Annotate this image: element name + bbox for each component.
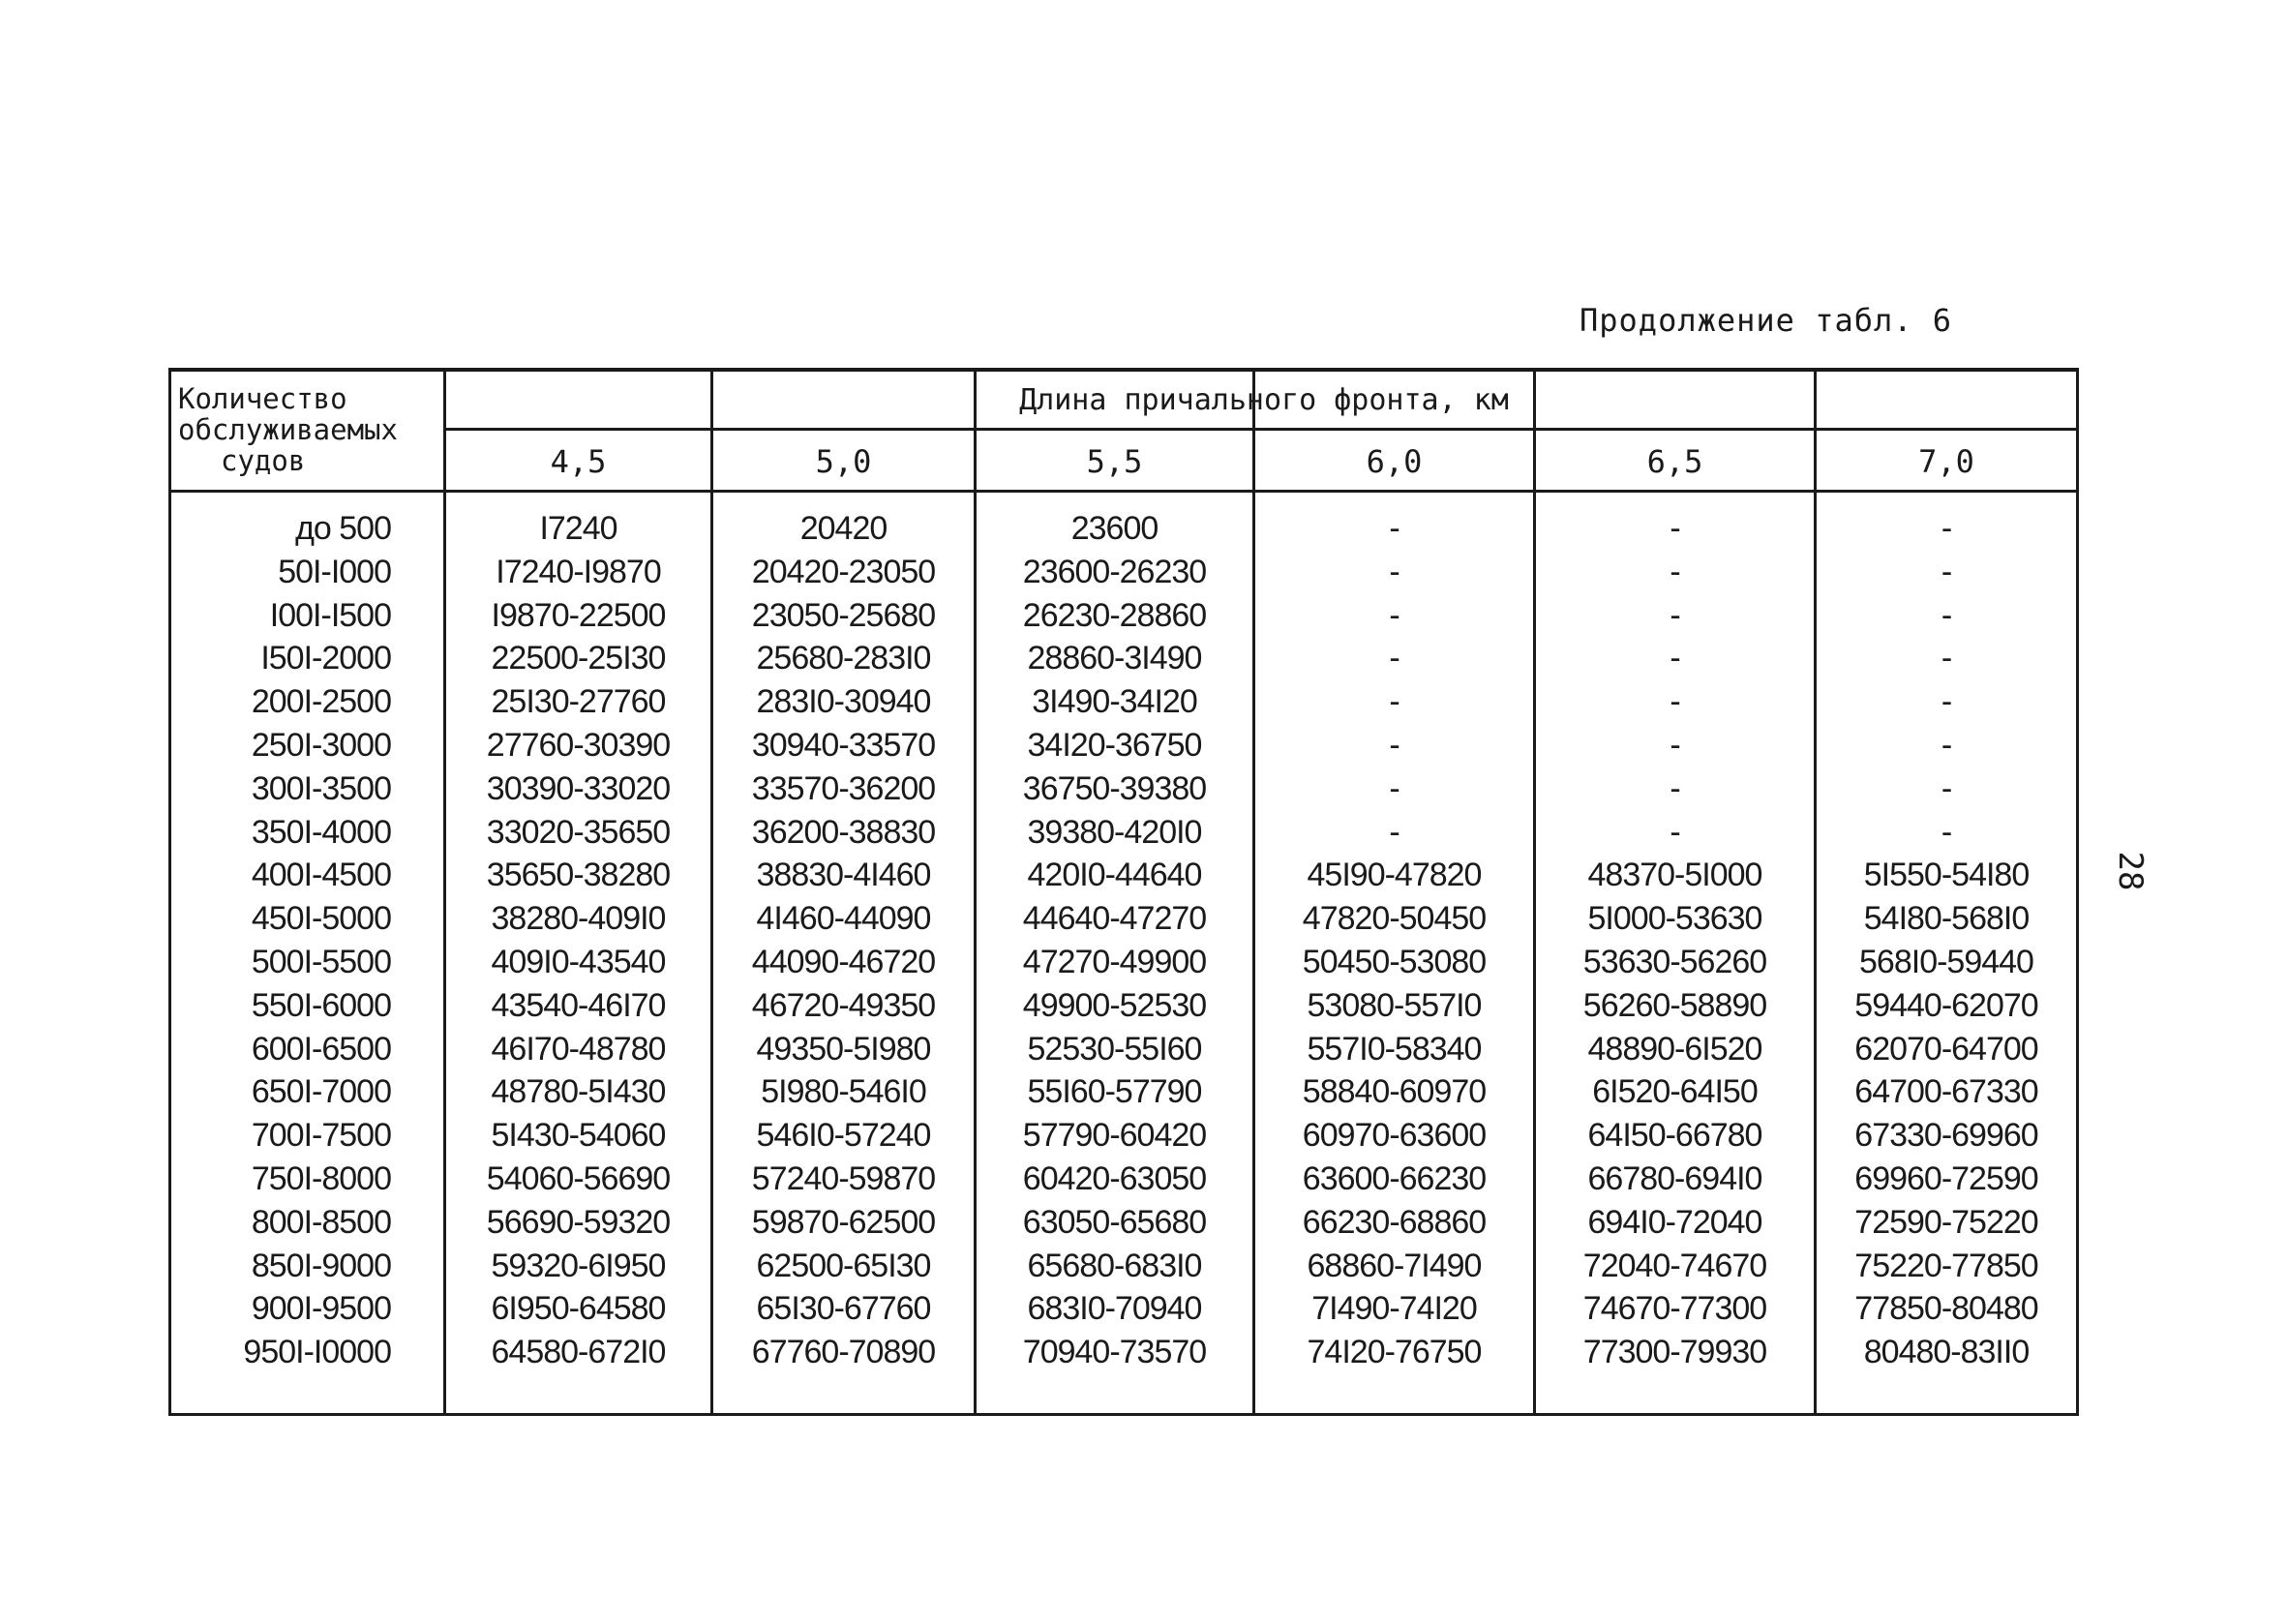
table-row	[168, 984, 2079, 1028]
row-label-cell: 650I-7000	[251, 1073, 391, 1111]
table-cell: 46I70-48780	[491, 1030, 666, 1068]
table-cell: 30940-33570	[751, 727, 936, 764]
table-cell: I9870-22500	[491, 596, 666, 634]
table-cell: 50450-53080	[1302, 944, 1487, 980]
table-row	[168, 1331, 2079, 1374]
table-cell: 6I520-64I50	[1592, 1073, 1758, 1111]
table-cell: -	[1941, 553, 1952, 590]
table-cell: 28860-3I490	[1027, 640, 1202, 677]
table-cell: 683I0-70940	[1027, 1290, 1202, 1328]
table-row	[168, 1070, 2079, 1114]
table-cell: 23600	[1070, 510, 1159, 547]
table-cell: 38280-409I0	[491, 900, 666, 938]
table-cell: -	[1941, 596, 1952, 634]
table-cell: 64700-67330	[1854, 1073, 2038, 1111]
row-label-cell: 400I-4500	[251, 857, 391, 894]
row-label-cell: 700I-7500	[251, 1117, 391, 1155]
row-label-cell: 550I-6000	[251, 986, 391, 1024]
table-row	[168, 680, 2079, 724]
table-row	[168, 854, 2079, 897]
table-row	[168, 1201, 2079, 1245]
table-row	[168, 941, 2079, 984]
table-cell: 80480-83II0	[1863, 1334, 2030, 1371]
table-cell: -	[1670, 640, 1680, 677]
table-cell: -	[1389, 553, 1399, 590]
table-cell: 35650-38280	[486, 857, 671, 894]
table-cell: 44640-47270	[1022, 900, 1207, 938]
table-cell: -	[1389, 510, 1399, 547]
table-cell: -	[1670, 596, 1680, 634]
table-cell: 69960-72590	[1854, 1160, 2038, 1197]
table-cell: 72590-75220	[1854, 1203, 2038, 1241]
table-cell: 30390-33020	[486, 769, 671, 807]
table-row	[168, 507, 2079, 551]
table-cell: 546I0-57240	[756, 1117, 931, 1155]
table-cell: 694I0-72040	[1587, 1203, 1762, 1241]
table-cell: 65680-683I0	[1027, 1247, 1202, 1284]
data-table	[168, 368, 2079, 1416]
table-row	[168, 551, 2079, 594]
table-cell: 20420-23050	[751, 553, 936, 590]
table-cell: 77850-80480	[1854, 1290, 2038, 1328]
column-header: 7,0	[1918, 443, 1974, 480]
table-row	[168, 897, 2079, 941]
table-row	[168, 1245, 2079, 1288]
table-cell: 46720-49350	[751, 986, 936, 1024]
table-cell: 39380-420I0	[1027, 813, 1202, 851]
table-cell: 48370-5I000	[1587, 857, 1762, 894]
table-cell: 55I60-57790	[1027, 1073, 1202, 1111]
table-cell: 25680-283I0	[756, 640, 931, 677]
row-header-line: обслуживаемых	[178, 413, 398, 446]
table-cell: 47820-50450	[1302, 900, 1487, 938]
table-cell: 5I430-54060	[491, 1117, 666, 1155]
row-label-cell: 250I-3000	[251, 727, 391, 764]
table-cell: 409I0-43540	[491, 944, 666, 980]
table-cell: 60970-63600	[1302, 1117, 1487, 1155]
table-cell: -	[1941, 683, 1952, 721]
table-row	[168, 811, 2079, 855]
table-cell: I7240-I9870	[496, 553, 661, 590]
table-cell: 6I950-64580	[491, 1290, 666, 1328]
row-label-cell: I00I-I500	[269, 596, 391, 634]
table-cell: 77300-79930	[1582, 1334, 1767, 1371]
table-cell: 65I30-67760	[756, 1290, 931, 1328]
page-number: 28	[2111, 851, 2150, 891]
table-cell: 33020-35650	[486, 813, 671, 851]
table-cell: 66780-694I0	[1587, 1160, 1762, 1197]
table-cell: 45I90-47820	[1307, 857, 1482, 894]
table-cell: -	[1389, 727, 1399, 764]
table-cell: 49350-5I980	[756, 1030, 931, 1068]
table-cell: -	[1389, 596, 1399, 634]
table-row	[168, 767, 2079, 811]
row-label-cell: до 500	[295, 510, 391, 547]
table-cell: 72040-74670	[1582, 1247, 1767, 1284]
row-label-cell: 50I-I000	[278, 553, 391, 590]
table-cell: 56260-58890	[1582, 986, 1767, 1024]
table-cell: 54I80-568I0	[1863, 900, 2030, 938]
table-cell: 4I460-44090	[756, 900, 931, 938]
table-row	[168, 1158, 2079, 1201]
table-cell: 67760-70890	[751, 1334, 936, 1371]
table-cell: 48890-6I520	[1587, 1030, 1762, 1068]
table-cell: -	[1389, 769, 1399, 807]
table-cell: 56690-59320	[486, 1203, 671, 1241]
table-cell: 74670-77300	[1582, 1290, 1767, 1328]
table-cell: 64580-672I0	[491, 1334, 666, 1371]
row-label-cell: 950I-I0000	[243, 1334, 391, 1371]
table-cell: -	[1941, 769, 1952, 807]
table-cell: -	[1670, 553, 1680, 590]
column-header: 5,5	[1086, 443, 1143, 480]
table-cell: 23600-26230	[1022, 553, 1207, 590]
column-header: 6,0	[1366, 443, 1423, 480]
table-cell: 20420	[799, 510, 888, 547]
row-label-cell: 600I-6500	[251, 1030, 391, 1068]
table-cell: 53630-56260	[1582, 944, 1767, 980]
table-cell: 36200-38830	[751, 813, 936, 851]
table-cell: 59440-62070	[1854, 986, 2038, 1024]
table-cell: -	[1941, 510, 1952, 547]
table-cell: -	[1389, 813, 1399, 851]
row-label-cell: 800I-8500	[251, 1203, 391, 1241]
table-cell: 3I490-34I20	[1032, 683, 1197, 721]
table-cell: -	[1670, 769, 1680, 807]
table-cell: -	[1389, 640, 1399, 677]
row-label-cell: 450I-5000	[251, 900, 391, 938]
table-row	[168, 1287, 2079, 1331]
table-cell: -	[1670, 683, 1680, 721]
table-cell: 47270-49900	[1022, 944, 1207, 980]
table-cell: 49900-52530	[1022, 986, 1207, 1024]
table-row	[168, 637, 2079, 680]
table-cell: 62500-65I30	[756, 1247, 931, 1284]
table-cell: 22500-25I30	[491, 640, 666, 677]
table-cell: 63600-66230	[1302, 1160, 1487, 1197]
table-cell: 59320-6I950	[491, 1247, 666, 1284]
row-label-cell: 850I-9000	[251, 1247, 391, 1284]
table-cell: 43540-46I70	[491, 986, 666, 1024]
row-label-cell: 200I-2500	[251, 683, 391, 721]
table-cell: -	[1389, 683, 1399, 721]
table-cell: 52530-55I60	[1027, 1030, 1202, 1068]
table-cell: 44090-46720	[751, 944, 936, 980]
table-cell: -	[1941, 640, 1952, 677]
row-label-cell: 750I-8000	[251, 1160, 391, 1197]
table-cell: -	[1670, 813, 1680, 851]
header-bottom-rule	[168, 490, 2079, 493]
table-cell: 5I980-546I0	[761, 1073, 926, 1111]
row-header	[178, 383, 439, 476]
table-cell: 33570-36200	[751, 769, 936, 807]
table-row	[168, 594, 2079, 638]
table-cell: 64I50-66780	[1587, 1117, 1762, 1155]
table-cell: 53080-557I0	[1307, 986, 1482, 1024]
table-cell: 25I30-27760	[491, 683, 666, 721]
table-cell: I7240	[539, 510, 617, 547]
table-cell: 557I0-58340	[1307, 1030, 1482, 1068]
table-cell: 70940-73570	[1022, 1334, 1207, 1371]
table-cell: 38830-4I460	[756, 857, 931, 894]
table-cell: 66230-68860	[1302, 1203, 1487, 1241]
table-cell: 7I490-74I20	[1311, 1290, 1477, 1328]
table-cell: 63050-65680	[1022, 1203, 1207, 1241]
row-label-cell: I50I-2000	[260, 640, 391, 677]
group-header: Длина причального фронта, км	[1019, 383, 1509, 417]
row-label-cell: 900I-9500	[251, 1290, 391, 1328]
row-header-line: судов	[221, 444, 306, 477]
table-cell: 58840-60970	[1302, 1073, 1487, 1111]
table-cell: 34I20-36750	[1027, 727, 1202, 764]
table-cell: 54060-56690	[486, 1160, 671, 1197]
row-label-cell: 350I-4000	[251, 813, 391, 851]
table-cell: 57240-59870	[751, 1160, 936, 1197]
table-cell: 75220-77850	[1854, 1247, 2038, 1284]
header-divider	[443, 428, 2079, 431]
table-cell: -	[1941, 813, 1952, 851]
table-cell: 5I550-54I80	[1863, 857, 2030, 894]
table-caption: Продолжение табл. 6	[1580, 302, 1953, 339]
table-cell: 568I0-59440	[1859, 944, 2033, 980]
column-header: 6,5	[1646, 443, 1703, 480]
table-row	[168, 1114, 2079, 1158]
row-label-cell: 300I-3500	[251, 769, 391, 807]
row-label-cell: 500I-5500	[251, 944, 391, 980]
table-cell: -	[1670, 510, 1680, 547]
table-cell: 283I0-30940	[756, 683, 931, 721]
table-cell: 36750-39380	[1022, 769, 1207, 807]
table-cell: 26230-28860	[1022, 596, 1207, 634]
table-cell: -	[1670, 727, 1680, 764]
table-cell: -	[1941, 727, 1952, 764]
row-header-line: Количество	[178, 382, 347, 415]
table-cell: 420I0-44640	[1027, 857, 1202, 894]
table-cell: 48780-5I430	[491, 1073, 666, 1111]
table-cell: 59870-62500	[751, 1203, 936, 1241]
table-cell: 23050-25680	[751, 596, 936, 634]
table-cell: 27760-30390	[486, 727, 671, 764]
table-cell: 62070-64700	[1854, 1030, 2038, 1068]
table-cell: 60420-63050	[1022, 1160, 1207, 1197]
column-header: 5,0	[815, 443, 872, 480]
table-row	[168, 1028, 2079, 1071]
table-cell: 74I20-76750	[1307, 1334, 1482, 1371]
table-cell: 67330-69960	[1854, 1117, 2038, 1155]
table-row	[168, 724, 2079, 767]
table-cell: 5I000-53630	[1587, 900, 1762, 938]
column-header: 4,5	[550, 443, 607, 480]
table-cell: 57790-60420	[1022, 1117, 1207, 1155]
table-cell: 68860-7I490	[1307, 1247, 1482, 1284]
